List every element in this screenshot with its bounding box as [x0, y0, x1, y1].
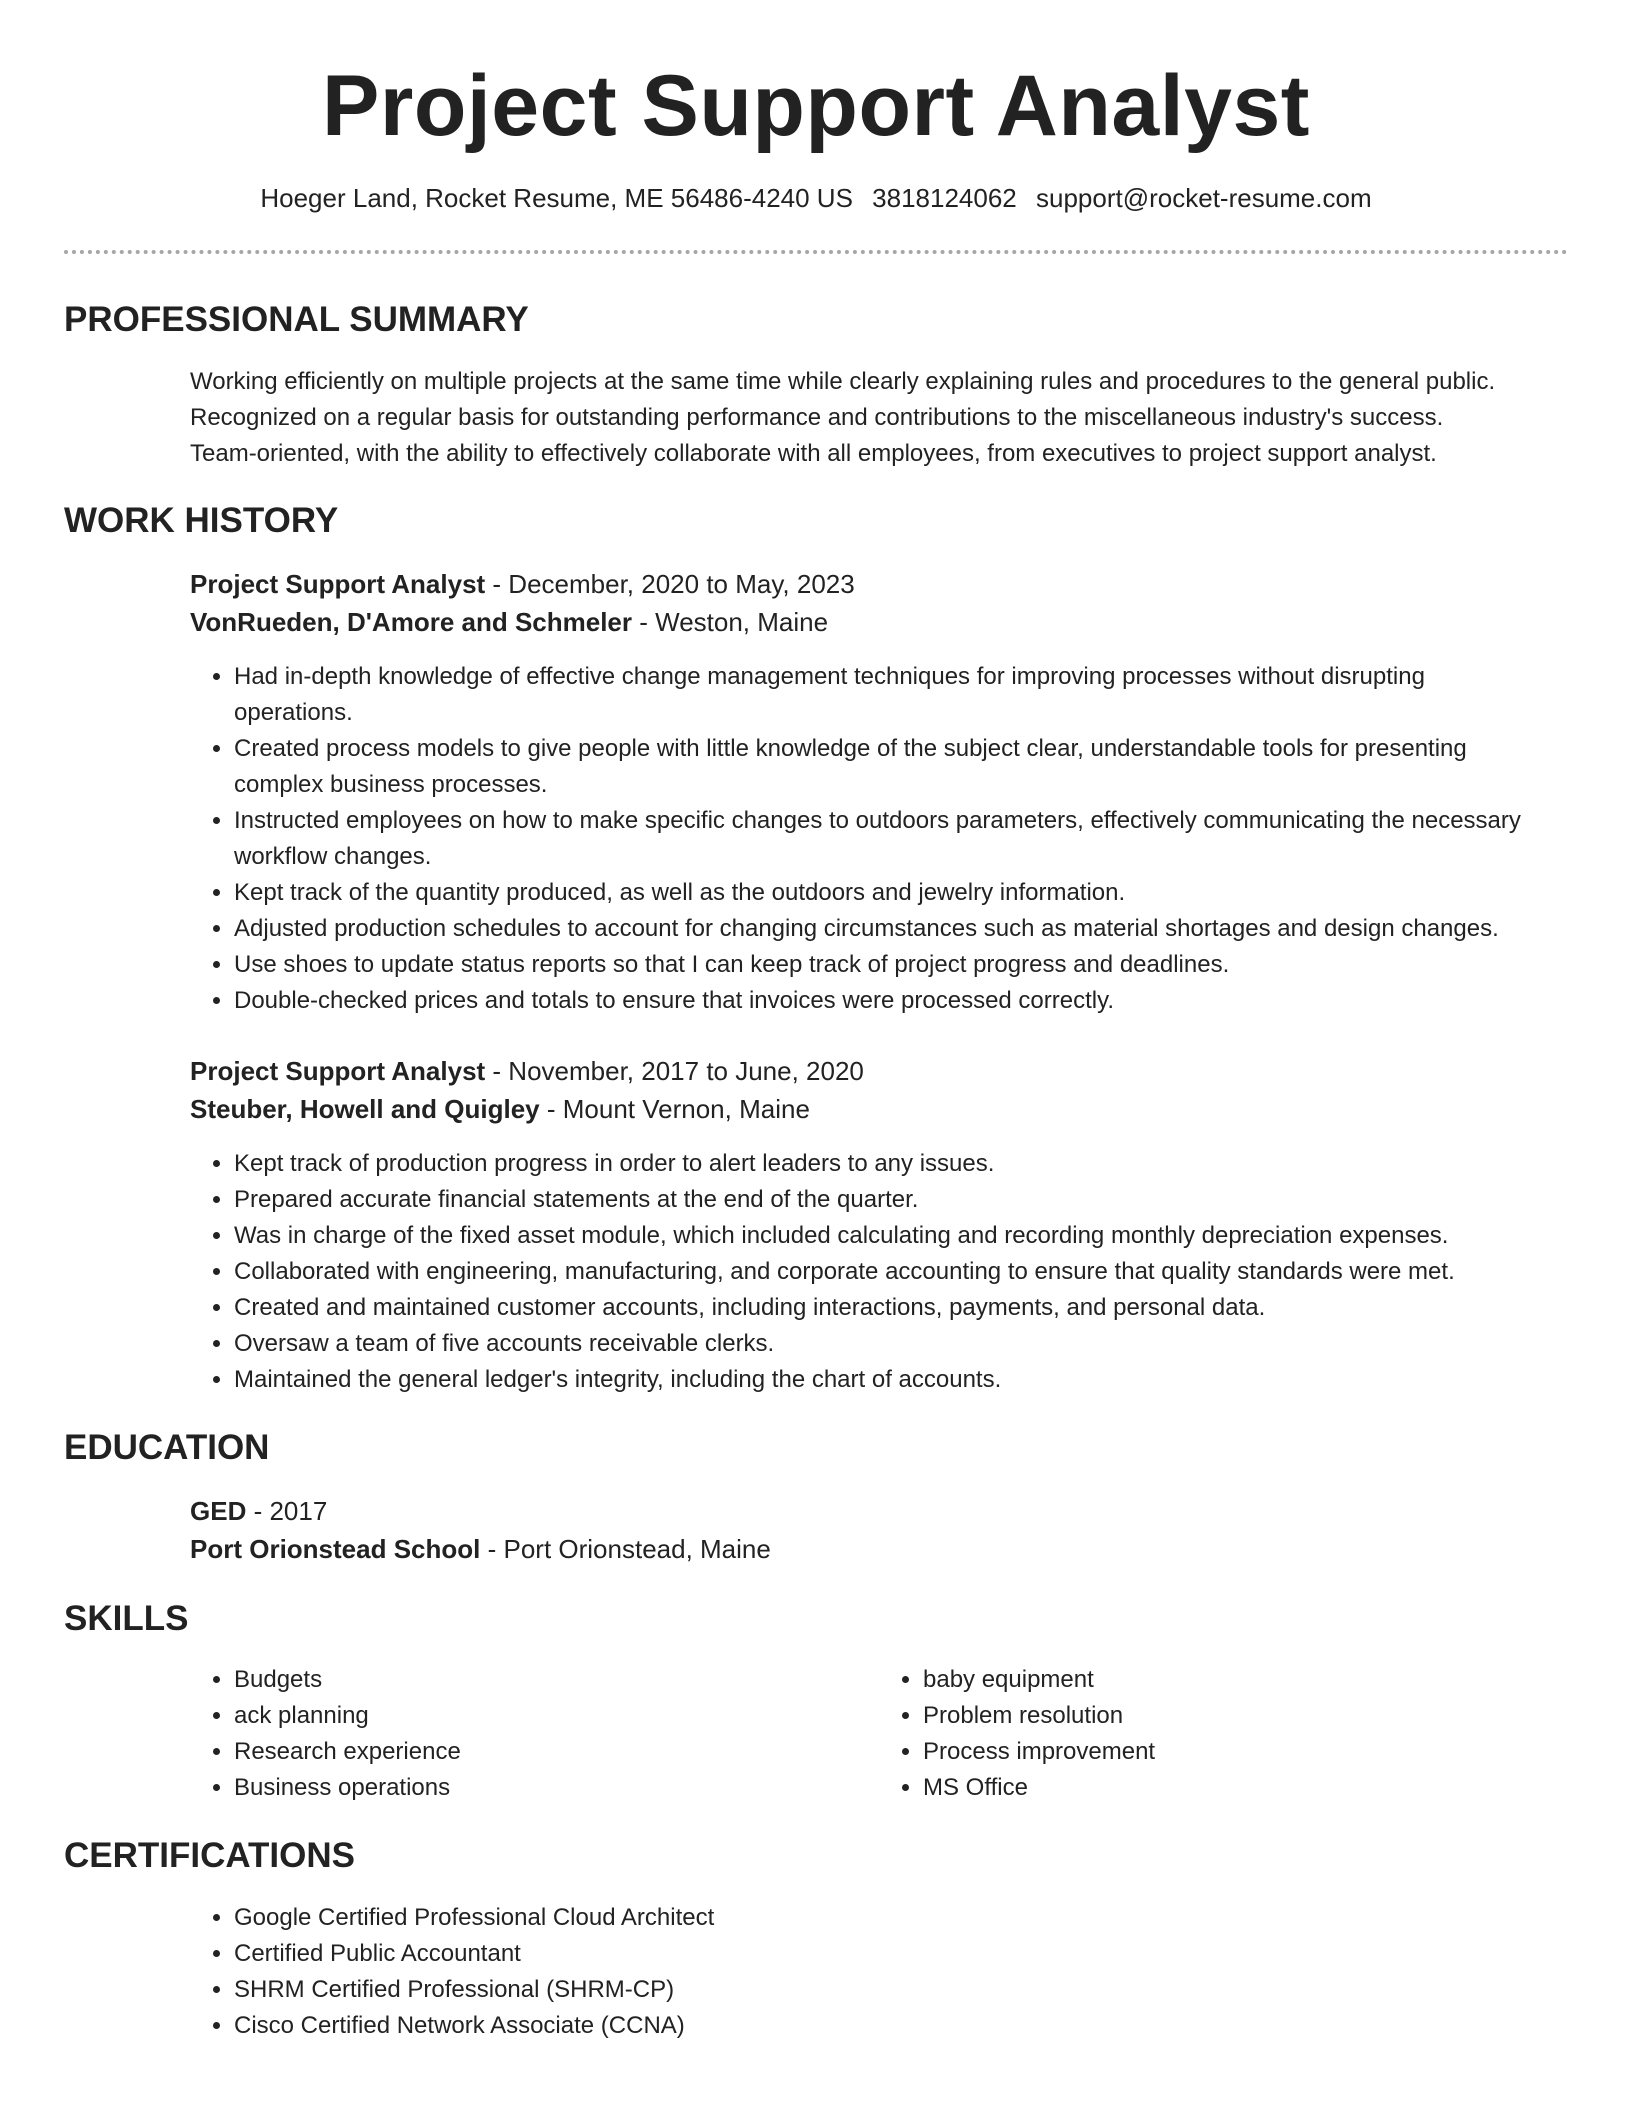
- list-item: • Instructed employees on how to make specific changes to outdoors parameters, effectively communicating the necessary workflow changes.: [234, 803, 1548, 875]
- list-item: • Had in-depth knowledge of effective change management techniques for improving processes without disrupting operations.: [234, 659, 1548, 731]
- summary-line: Recognized on a regular basis for outstanding performance and contributions to the miscellaneous industry's success.: [190, 404, 1444, 431]
- job-entry-2: [190, 1052, 1568, 1398]
- list-item: • Cisco Certified Network Associate (CCNA): [234, 2008, 1568, 2044]
- job-role: Project Support Analyst: [190, 569, 486, 599]
- contact-phone: 3818124062: [872, 183, 1017, 213]
- job-role: Project Support Analyst: [190, 1056, 486, 1086]
- resume-page: [64, 0, 1568, 2039]
- list-item: • Adjusted production schedules to account for changing circumstances such as material shortages and design changes.: [234, 911, 1548, 947]
- list-item: • Created process models to give people with little knowledge of the subject clear, understandable tools for presenting complex business processes.: [234, 731, 1548, 803]
- job-company: Steuber, Howell and Quigley: [190, 1094, 540, 1124]
- job-title-line: [190, 1052, 1568, 1090]
- job-location: - Mount Vernon, Maine: [539, 1094, 810, 1124]
- list-item: • MS Office: [923, 1770, 1568, 1806]
- list-item: • Problem resolution: [923, 1698, 1568, 1734]
- list-item: • baby equipment: [923, 1662, 1568, 1698]
- job-company-line: [190, 1090, 1568, 1128]
- contact-address: Hoeger Land, Rocket Resume, ME 56486-4240 US: [260, 183, 853, 213]
- job-bullets: [190, 1146, 1568, 1398]
- certifications-list: [190, 1900, 1568, 2044]
- list-item: • Created and maintained customer accounts, including interactions, payments, and personal data.: [234, 1290, 1568, 1326]
- contact-line: [64, 178, 1568, 218]
- list-item: • SHRM Certified Professional (SHRM-CP): [234, 1972, 1568, 2008]
- job-dates: - December, 2020 to May, 2023: [485, 569, 855, 599]
- job-company-line: [190, 603, 1568, 641]
- education-degree-line: [190, 1492, 1568, 1530]
- summary-heading: PROFESSIONAL SUMMARY: [64, 300, 529, 339]
- contact-email[interactable]: support@rocket-resume.com: [1036, 183, 1372, 213]
- list-item: • Google Certified Professional Cloud Architect: [234, 1900, 1568, 1936]
- job-title-line: [190, 565, 1568, 603]
- skills-column-right: [879, 1662, 1568, 1806]
- certifications-heading: CERTIFICATIONS: [64, 1836, 356, 1875]
- list-item: • Process improvement: [923, 1734, 1568, 1770]
- summary-line: Team-oriented, with the ability to effectively collaborate with all employees, from executives to project support analyst.: [190, 440, 1437, 467]
- list-item: • Double-checked prices and totals to ensure that invoices were processed correctly.: [234, 983, 1548, 1019]
- list-item: • Was in charge of the fixed asset module, which included calculating and recording monthly depreciation expenses.: [234, 1218, 1568, 1254]
- skills-column-left: [190, 1662, 879, 1806]
- education-heading: EDUCATION: [64, 1428, 270, 1467]
- list-item: • Oversaw a team of five accounts receivable clerks.: [234, 1326, 1568, 1362]
- list-item: • Prepared accurate financial statements at the end of the quarter.: [234, 1182, 1568, 1218]
- job-dates: - November, 2017 to June, 2020: [485, 1056, 864, 1086]
- list-item: • Use shoes to update status reports so that I can keep track of project progress and deadlines.: [234, 947, 1548, 983]
- job-entry-1: [190, 565, 1568, 1019]
- job-company: VonRueden, D'Amore and Schmeler: [190, 607, 633, 637]
- list-item: • Business operations: [234, 1770, 879, 1806]
- list-item: • Maintained the general ledger's integrity, including the chart of accounts.: [234, 1362, 1568, 1398]
- education-school-line: [190, 1530, 1568, 1568]
- education-entry: [190, 1492, 1568, 1568]
- summary-body: [190, 364, 1568, 472]
- education-school: Port Orionstead School: [190, 1534, 481, 1564]
- certifications-bullets: [190, 1900, 1568, 2044]
- summary-line: Working efficiently on multiple projects at the same time while clearly explaining rules and procedures to the general public.: [190, 368, 1496, 395]
- education-location: - Port Orionstead, Maine: [480, 1534, 771, 1564]
- job-location: - Weston, Maine: [632, 607, 829, 637]
- education-degree: GED: [190, 1496, 247, 1526]
- list-item: • ack planning: [234, 1698, 879, 1734]
- list-item: • Collaborated with engineering, manufacturing, and corporate accounting to ensure that quality standards were met.: [234, 1254, 1568, 1290]
- education-year: - 2017: [246, 1496, 328, 1526]
- skills-list: [190, 1662, 1568, 1806]
- candidate-name: Project Support Analyst: [322, 58, 1310, 154]
- list-item: • Kept track of the quantity produced, as well as the outdoors and jewelry information.: [234, 875, 1548, 911]
- list-item: • Research experience: [234, 1734, 879, 1770]
- header-divider: [64, 250, 1568, 254]
- work-history-heading: WORK HISTORY: [64, 501, 339, 540]
- list-item: • Budgets: [234, 1662, 879, 1698]
- list-item: • Kept track of production progress in order to alert leaders to any issues.: [234, 1146, 1568, 1182]
- job-bullets: [190, 659, 1568, 1019]
- skills-heading: SKILLS: [64, 1599, 189, 1638]
- list-item: • Certified Public Accountant: [234, 1936, 1568, 1972]
